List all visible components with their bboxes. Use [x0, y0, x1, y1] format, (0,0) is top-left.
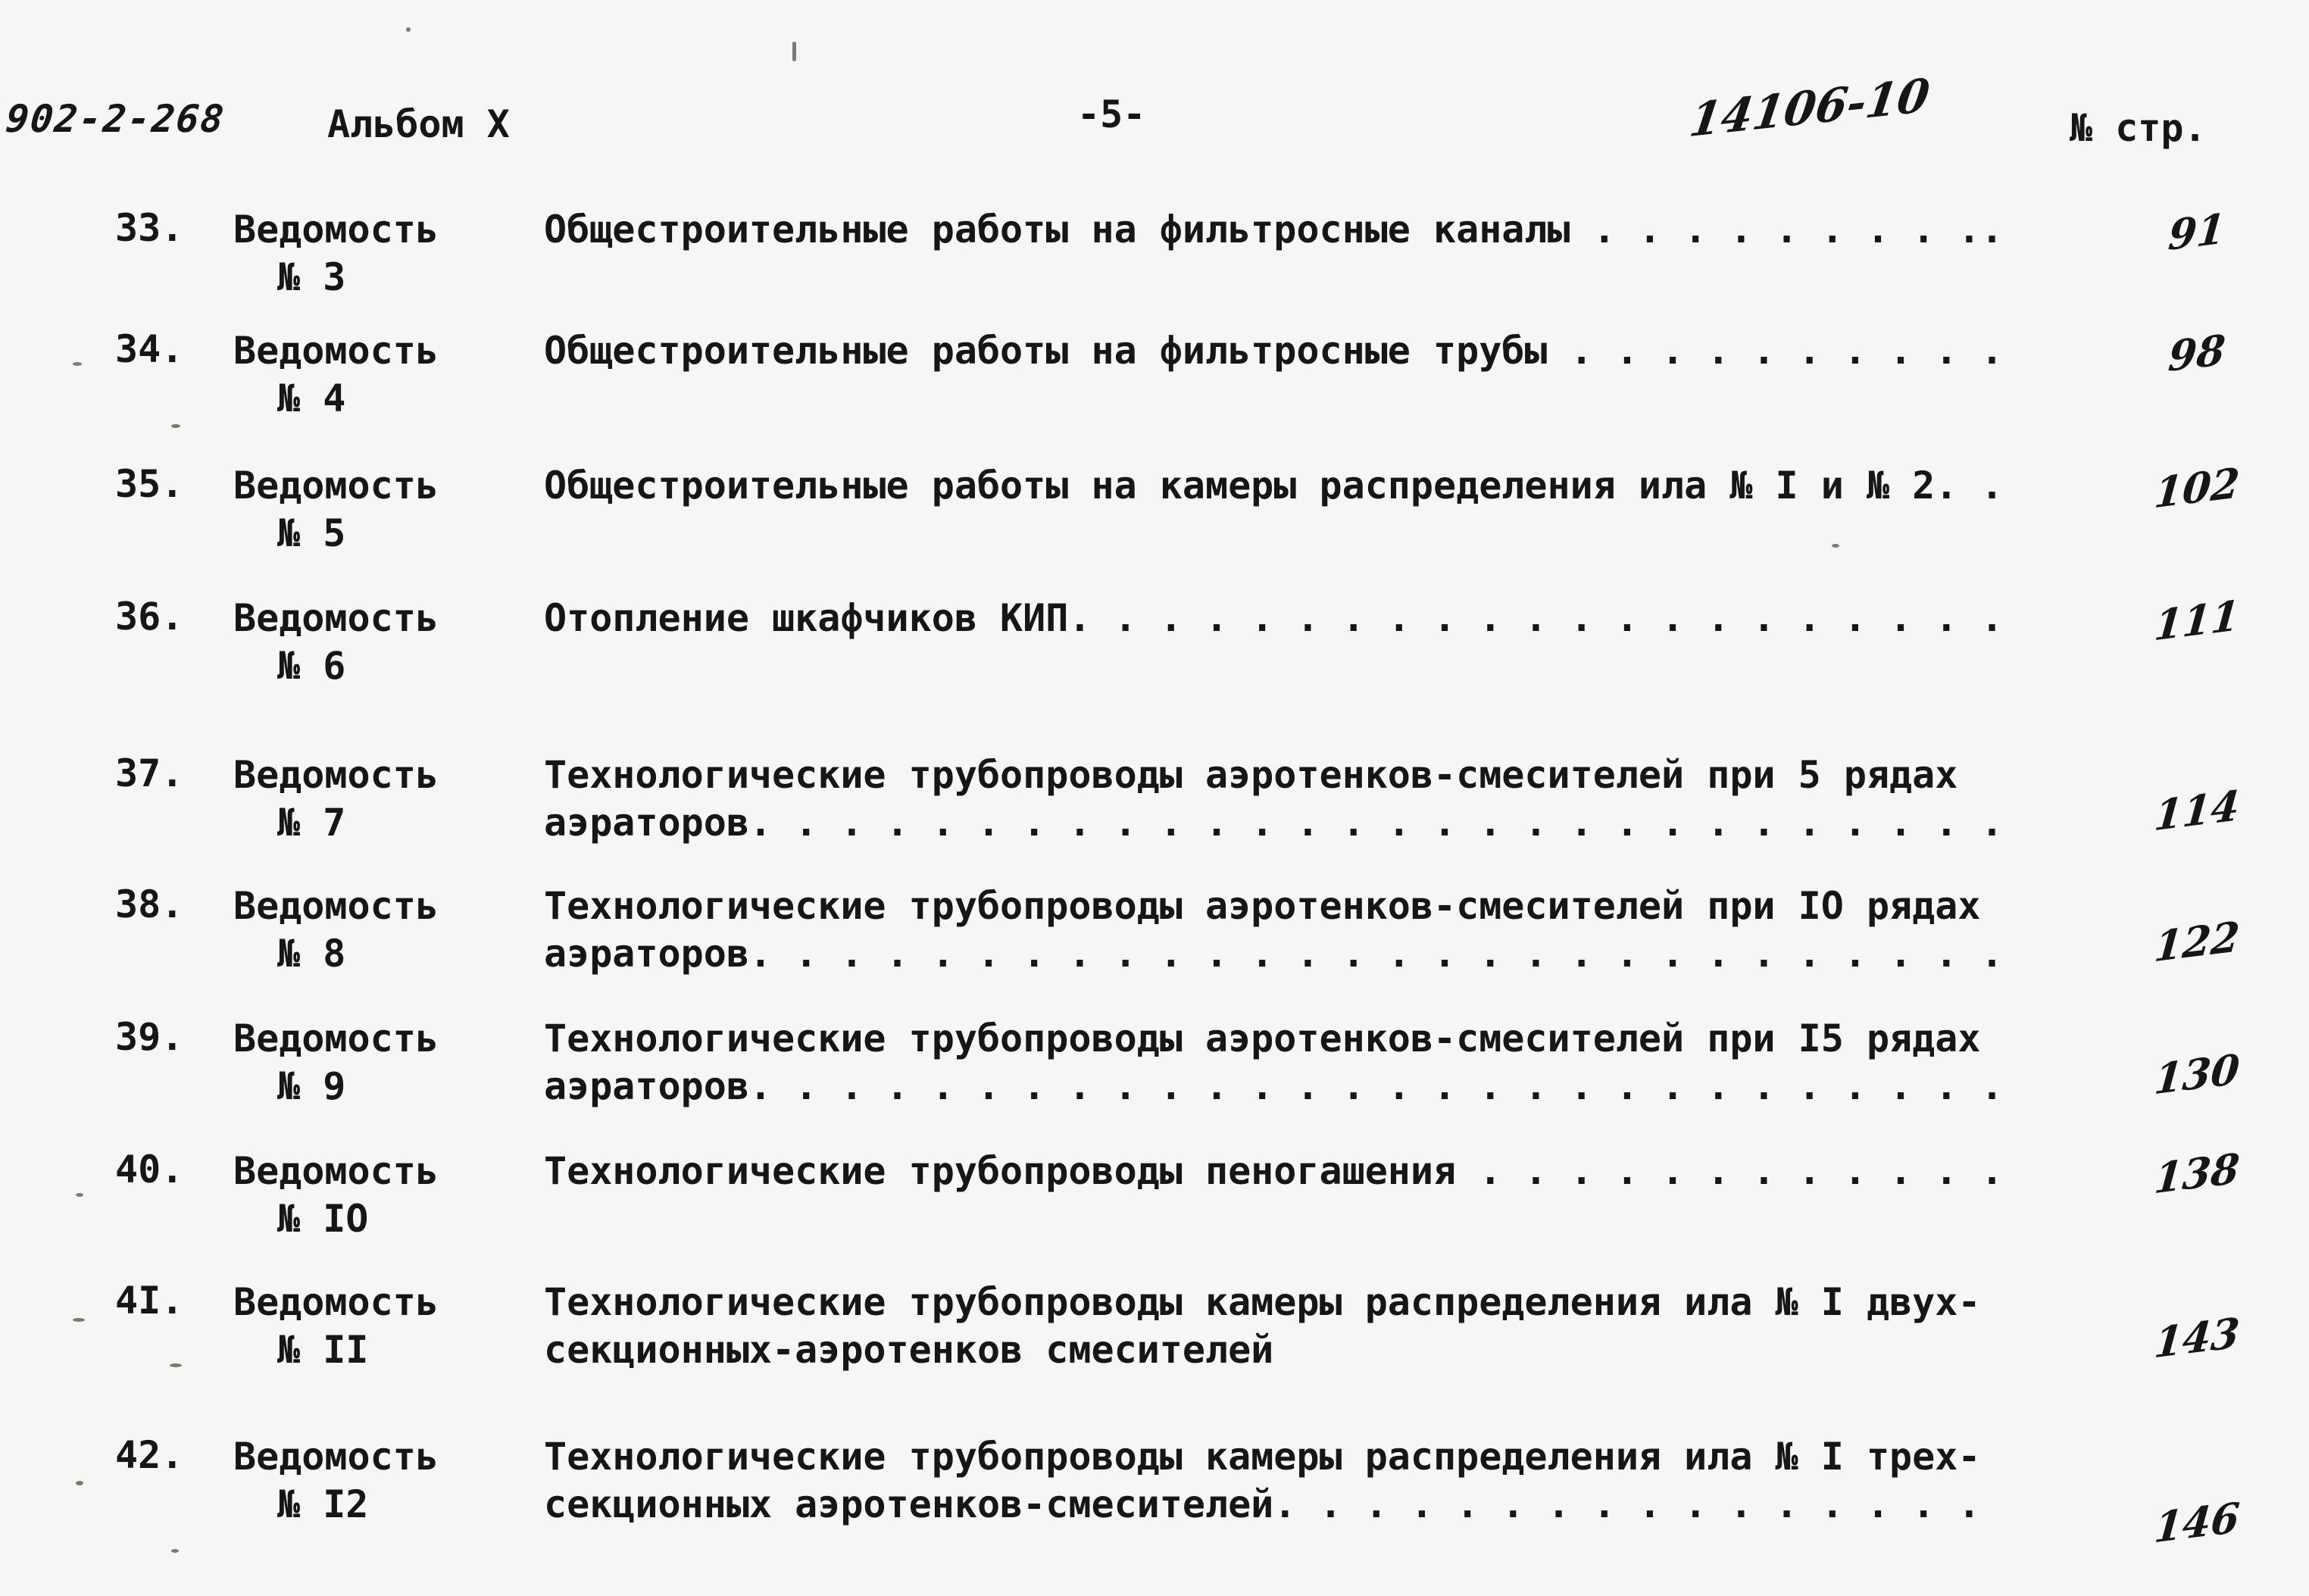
- description-line: аэраторов. . . . . . . . . . . . . . . . . . . . . . . . . . . .: [544, 932, 2004, 976]
- vedomost-number: № 4: [277, 376, 346, 420]
- description-line: аэраторов. . . . . . . . . . . . . . . . . . . . . . . . . . . .: [544, 801, 2004, 845]
- description-line: Отопление шкафчиков КИП. . . . . . . . . . . . . . . . . . . . .: [544, 596, 2004, 640]
- entry-page-number: 102: [2152, 458, 2242, 518]
- entry-vedomost: [233, 1148, 439, 1243]
- entry-description: [544, 206, 2004, 254]
- entry-number: 35.: [115, 462, 184, 506]
- vedomost-label: Ведомость: [233, 1435, 439, 1479]
- scan-speck: [171, 424, 180, 428]
- vedomost-number: № 7: [277, 801, 346, 845]
- entry-vedomost: [233, 751, 439, 847]
- page-number-marker: -5-: [1077, 92, 1146, 136]
- vedomost-number: № 9: [277, 1064, 346, 1108]
- page-column-header: № стр.: [2070, 106, 2207, 150]
- entry-number: 4I.: [115, 1279, 184, 1323]
- entry-vedomost: [233, 595, 439, 690]
- vedomost-label: Ведомость: [233, 1280, 439, 1324]
- entry-number: 36.: [115, 595, 184, 639]
- entry-page-number: 91: [2166, 203, 2228, 261]
- entry-description: [544, 1279, 1980, 1374]
- entry-page-number: 143: [2152, 1307, 2242, 1368]
- vedomost-label: Ведомость: [233, 329, 439, 373]
- entry-description: [544, 1015, 2004, 1110]
- entry-page-number: 122: [2152, 911, 2242, 972]
- entry-vedomost: [233, 206, 439, 301]
- vedomost-number: № 3: [277, 255, 346, 299]
- scan-speck: [73, 362, 82, 366]
- description-line: Общестроительные работы на камеры распределения ила № I и № 2. .: [544, 464, 2004, 508]
- description-line: секционных-аэротенков смесителей: [544, 1328, 1274, 1372]
- vedomost-number: № 8: [277, 932, 346, 976]
- vedomost-label: Ведомость: [233, 1017, 439, 1060]
- album-title: Альбом X: [327, 102, 510, 146]
- scan-speck: [170, 1363, 182, 1367]
- description-line: Технологические трубопроводы пеногашения . . . . . . . . . . . .: [544, 1149, 2004, 1193]
- entry-description: [544, 462, 2004, 510]
- entry-page-number: 146: [2152, 1492, 2242, 1553]
- entry-number: 34.: [115, 327, 184, 371]
- entry-description: [544, 751, 2004, 847]
- handwritten-code: 14106-10: [1686, 68, 1933, 148]
- vedomost-number: № 6: [277, 644, 346, 688]
- description-line: Общестроительные работы на фильтросные каналы . . . . . . . . ..: [544, 208, 2004, 251]
- vedomost-number: № IO: [277, 1197, 369, 1241]
- entry-page-number: 111: [2152, 590, 2242, 651]
- scan-speck: [171, 1549, 179, 1553]
- vedomost-number: № 5: [277, 511, 346, 555]
- vedomost-label: Ведомость: [233, 1149, 439, 1193]
- entry-page-number: 114: [2152, 780, 2242, 841]
- entry-vedomost: [233, 882, 439, 978]
- description-line: Технологические трубопроводы камеры распределения ила № I двух-: [544, 1280, 1981, 1324]
- document-code: 902-2-268: [3, 97, 227, 141]
- entry-description: [544, 882, 2004, 978]
- scan-speck: [406, 27, 411, 32]
- description-line: Технологические трубопроводы аэротенков-смесителей при IO рядах: [544, 884, 1981, 928]
- entry-page-number: 98: [2166, 324, 2228, 382]
- entry-number: 42.: [115, 1433, 184, 1477]
- description-line: Общестроительные работы на фильтросные трубы . . . . . . . . . .: [544, 329, 2004, 373]
- entry-number: 39.: [115, 1015, 184, 1059]
- scan-speck: [73, 1318, 85, 1322]
- entry-description: [544, 595, 2004, 642]
- scan-speck: [1832, 544, 1839, 548]
- entry-vedomost: [233, 462, 439, 558]
- entry-number: 40.: [115, 1148, 184, 1192]
- vedomost-label: Ведомость: [233, 753, 439, 797]
- description-line: секционных аэротенков-смесителей. . . . . . . . . . . . . . . .: [544, 1482, 1981, 1526]
- entry-vedomost: [233, 1433, 439, 1529]
- vedomost-label: Ведомость: [233, 596, 439, 640]
- entry-page-number: 138: [2152, 1143, 2242, 1204]
- scan-speck: [792, 42, 796, 61]
- description-line: Технологические трубопроводы аэротенков-смесителей при 5 рядах: [544, 753, 1958, 797]
- vedomost-number: № II: [277, 1328, 369, 1372]
- scan-speck: [76, 1193, 83, 1197]
- entry-vedomost: [233, 1015, 439, 1110]
- entry-description: [544, 1433, 1980, 1529]
- entry-number: 33.: [115, 206, 184, 250]
- entry-vedomost: [233, 1279, 439, 1374]
- vedomost-label: Ведомость: [233, 464, 439, 508]
- vedomost-label: Ведомость: [233, 884, 439, 928]
- entry-number: 37.: [115, 751, 184, 795]
- description-line: Технологические трубопроводы аэротенков-смесителей при I5 рядах: [544, 1017, 1981, 1060]
- entry-description: [544, 1148, 2004, 1195]
- entry-vedomost: [233, 327, 439, 423]
- entry-number: 38.: [115, 882, 184, 926]
- entry-description: [544, 327, 2004, 375]
- entry-page-number: 130: [2152, 1044, 2242, 1104]
- description-line: Технологические трубопроводы камеры распределения ила № I трех-: [544, 1435, 1981, 1479]
- vedomost-label: Ведомость: [233, 208, 439, 251]
- scan-speck: [76, 1481, 83, 1485]
- description-line: аэраторов. . . . . . . . . . . . . . . . . . . . . . . . . . . .: [544, 1064, 2004, 1108]
- vedomost-number: № I2: [277, 1482, 369, 1526]
